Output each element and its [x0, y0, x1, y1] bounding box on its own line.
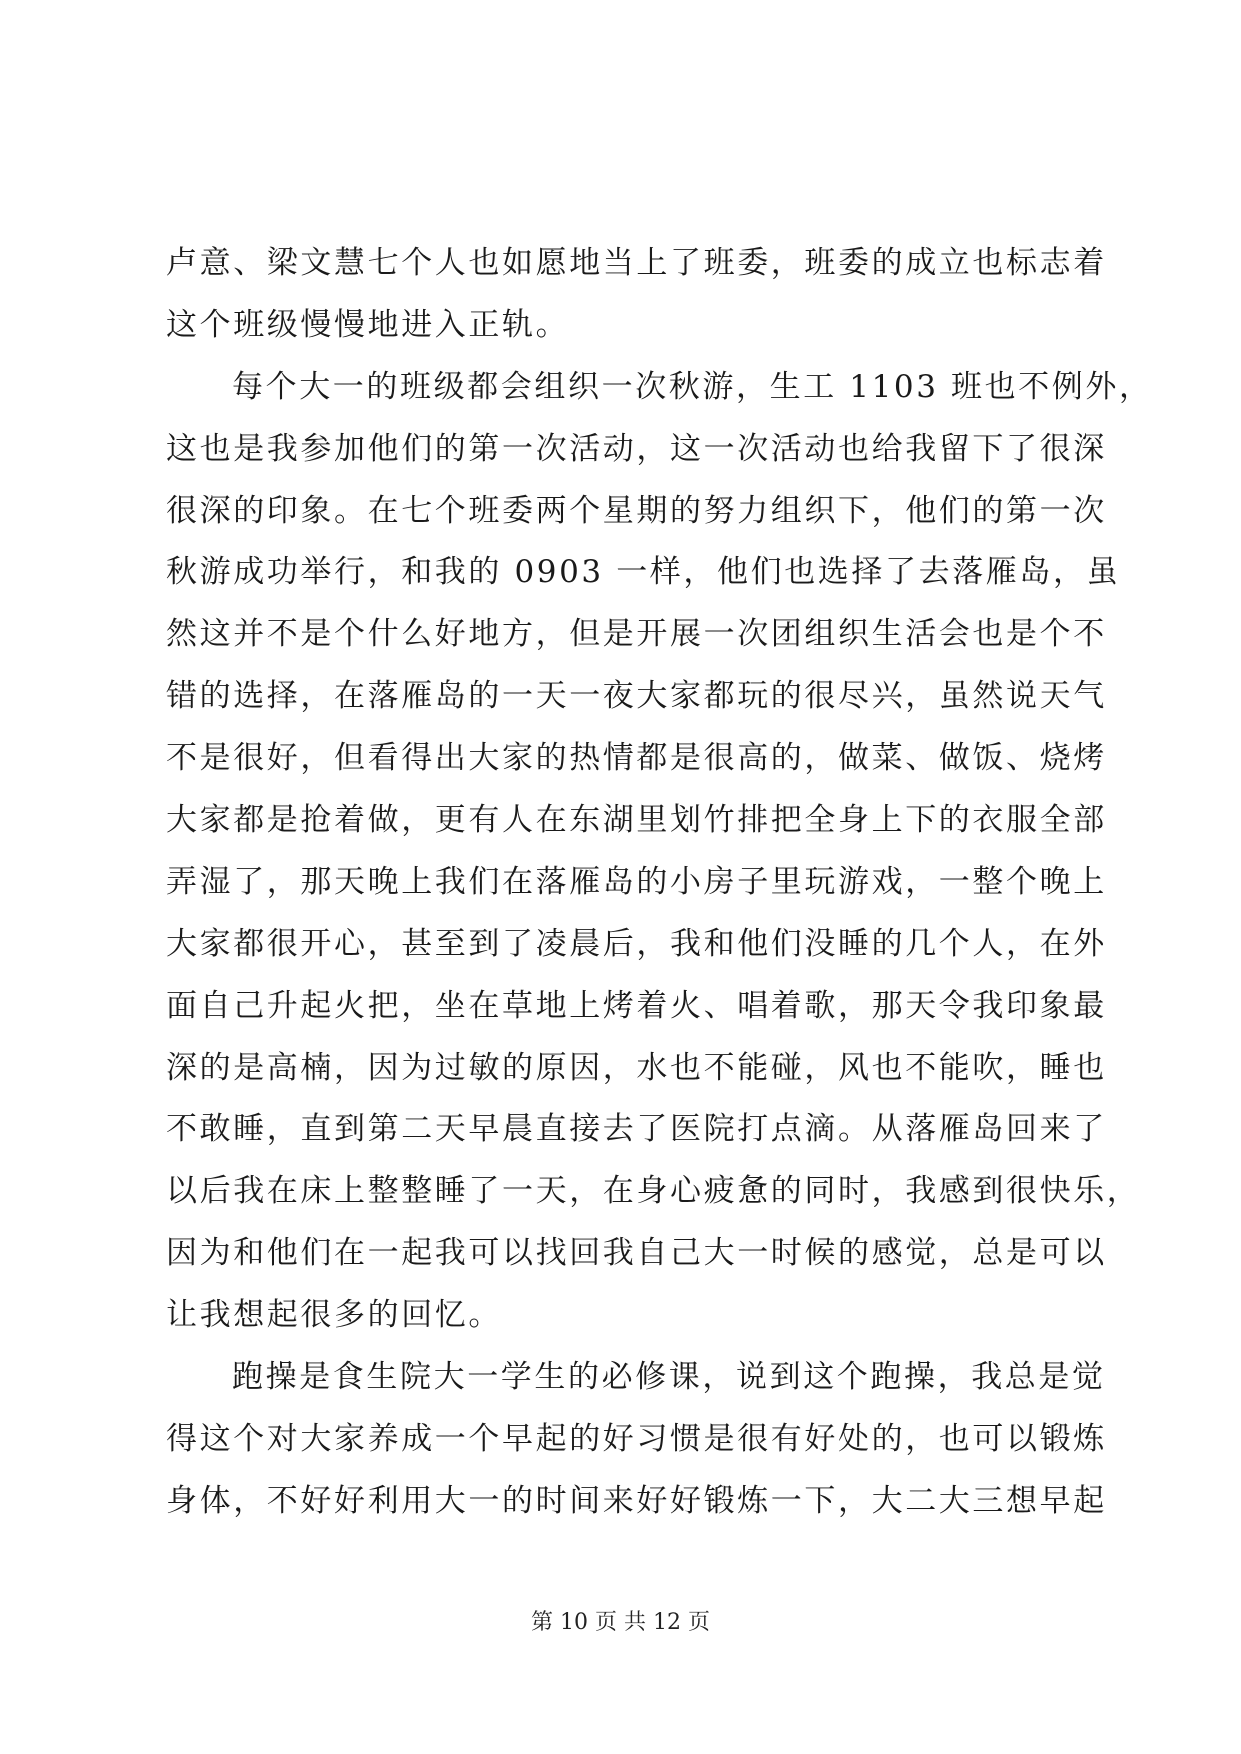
page-number-label: 第 10 页 共 12 页: [531, 1610, 710, 1635]
text-line: 这个班级慢慢地进入正轨。: [166, 306, 570, 343]
text-line: 因为和他们在一起我可以找回我自己大一时候的感觉，总是可以: [166, 1235, 1107, 1272]
text-line: 面自己升起火把，坐在草地上烤着火、唱着歌，那天令我印象最: [166, 987, 1107, 1024]
text-line: 得这个对大家养成一个早起的好习惯是很有好处的，也可以锻炼: [166, 1420, 1107, 1457]
text-line: 身体，不好好利用大一的时间来好好锻炼一下，大二大三想早起: [166, 1482, 1107, 1519]
text-line: 不是很好，但看得出大家的热情都是很高的，做菜、做饭、烧烤: [166, 740, 1107, 777]
text-line: 卢意、梁文慧七个人也如愿地当上了班委，班委的成立也标志着: [166, 245, 1107, 281]
text-line: 错的选择，在落雁岛的一天一夜大家都玩的很尽兴，虽然说天气: [166, 678, 1107, 715]
text-line: 弄湿了，那天晚上我们在落雁岛的小房子里玩游戏，一整个晚上: [166, 863, 1107, 900]
text-line: 以后我在床上整整睡了一天，在身心疲惫的同时，我感到很快乐，: [166, 1173, 1141, 1210]
text-line: 深的是高楠，因为过敏的原因，水也不能碰，风也不能吹，睡也: [166, 1049, 1107, 1086]
text-line: 让我想起很多的回忆。: [166, 1297, 502, 1334]
text-line: 不敢睡，直到第二天早晨直接去了医院打点滴。从落雁岛回来了: [166, 1111, 1107, 1148]
paragraph-start-line: 跑操是食生院大一学生的必修课，说到这个跑操，我总是觉: [232, 1359, 1106, 1396]
text-line: 大家都是抢着做，更有人在东湖里划竹排把全身上下的衣服全部: [166, 802, 1107, 839]
text-line: 这也是我参加他们的第一次活动，这一次活动也给我留下了很深: [166, 430, 1107, 467]
text-line: 很深的印象。在七个班委两个星期的努力组织下，他们的第一次: [166, 492, 1107, 529]
paragraph-start-line: 每个大一的班级都会组织一次秋游，生工 1103 班也不例外，: [232, 368, 1153, 405]
body-text: [166, 233, 1153, 1533]
text-line: 大家都很开心，甚至到了凌晨后，我和他们没睡的几个人，在外: [166, 925, 1107, 962]
text-line: 秋游成功举行，和我的 0903 一样，他们也选择了去落雁岛，虽: [166, 554, 1121, 591]
page-footer: [0, 1608, 1241, 1638]
text-line: 然这并不是个什么好地方，但是开展一次团组织生活会也是个不: [166, 616, 1107, 653]
